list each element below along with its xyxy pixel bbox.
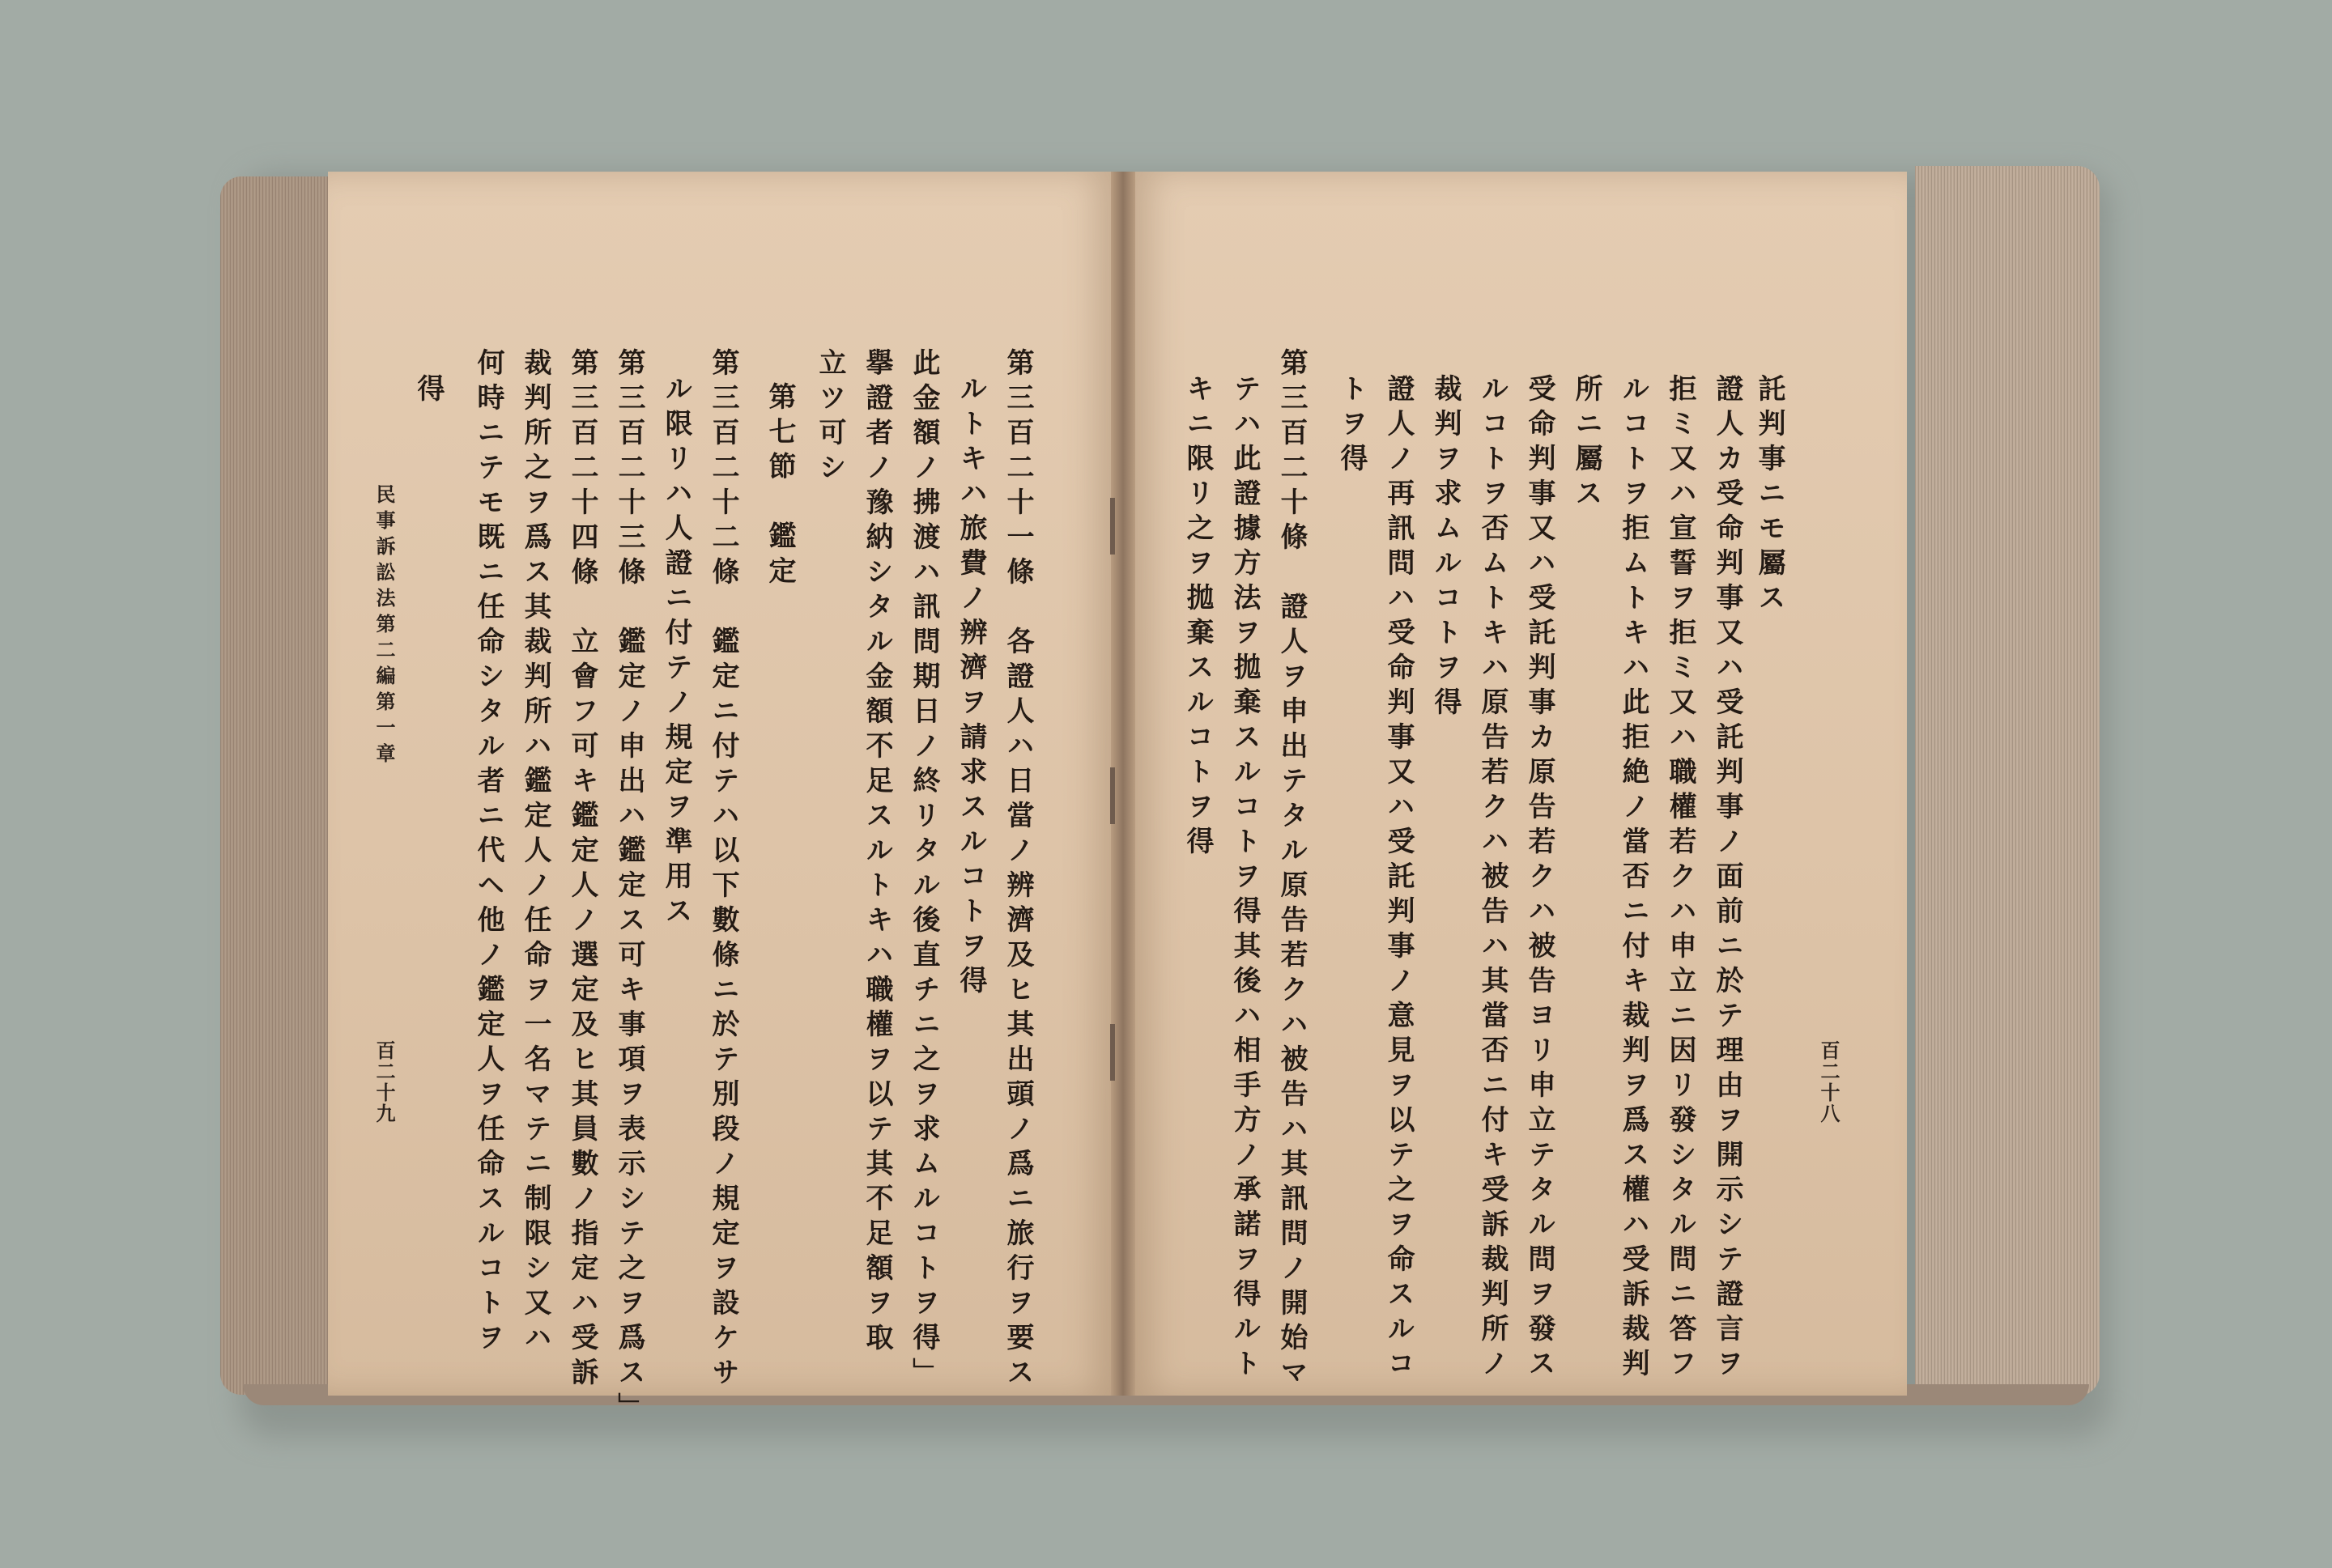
text-line: 何時ニテモ既ニ任命シタル者ニ代ヘ他ノ鑑定人ヲ任命スルコトヲ xyxy=(472,348,504,1358)
article-heading: 第三百二十一條 各證人ハ日當ノ辨濟及ヒ其出頭ノ爲ニ旅行ヲ要ス xyxy=(1002,348,1034,1392)
text-line: ルコトヲ拒ムトキハ此拒絶ノ當否ニ付キ裁判ヲ爲ス權ハ受訴裁判 xyxy=(1617,374,1649,1383)
text-line: 擧證者ノ豫納シタル金額不足スルトキハ職權ヲ以テ其不足額ヲ取 xyxy=(861,348,893,1358)
page-number-right: 百二十八 xyxy=(1817,1040,1840,1124)
text-line: 受命判事又ハ受託判事カ原告若クハ被告ヨリ申立テタル問ヲ發ス xyxy=(1523,374,1555,1383)
article-heading: 第三百二十三條 鑑定ノ申出ハ鑑定ス可キ事項ヲ表示シテ之ヲ爲ス」 xyxy=(613,348,645,1427)
text-line: ルトキハ旅費ノ辨濟ヲ請求スルコトヲ得 xyxy=(955,374,987,1001)
text-line: 立ツ可シ xyxy=(814,348,846,487)
text-line: 得 xyxy=(412,374,445,409)
article-heading: 第三百二十二條 鑑定ニ付テハ以下數條ニ於テ別段ノ規定ヲ設ケサ xyxy=(707,348,739,1392)
text-line: 證人カ受命判事又ハ受託判事ノ面前ニ於テ理由ヲ開示シテ證言ヲ xyxy=(1711,374,1743,1383)
running-head: 民事訴訟法第二編第一章 xyxy=(372,484,396,769)
text-line: キニ限リ之ヲ拋棄スルコトヲ得 xyxy=(1181,374,1214,861)
binding-thread xyxy=(1110,498,1115,555)
text-line: トヲ得 xyxy=(1335,374,1368,478)
article-heading: 第三百二十條 證人ヲ申出テタル原告若クハ被告ハ其訊問ノ開始マ xyxy=(1275,348,1308,1392)
text-line: 證人ノ再訊問ハ受命判事又ハ受託判事ノ意見ヲ以テ之ヲ命スルコ xyxy=(1382,374,1415,1383)
text-line: 所ニ屬ス xyxy=(1570,374,1602,513)
article-heading: 第三百二十四條 立會フ可キ鑑定人ノ選定及ヒ其員數ノ指定ハ受訴 xyxy=(566,348,598,1392)
text-line: ルコトヲ否ムトキハ原告若クハ被告ハ其當否ニ付キ受訴裁判所ノ xyxy=(1476,374,1509,1383)
text-line: 裁判所之ヲ爲ス其裁判所ハ鑑定人ノ任命ヲ一名マテニ制限シ又ハ xyxy=(519,348,551,1358)
text-line: テハ此證據方法ヲ拋棄スルコトヲ得其後ハ相手方ノ承諾ヲ得ルト xyxy=(1228,374,1261,1383)
page-edges-right xyxy=(1915,166,2100,1396)
page-number-left: 百二十九 xyxy=(372,1040,396,1124)
text-line: 裁判ヲ求ムルコトヲ得 xyxy=(1429,374,1462,722)
text-line: ル限リハ人證ニ付テノ規定ヲ準用ス xyxy=(660,374,692,931)
text-line: 拒ミ又ハ宣誓ヲ拒ミ又ハ職權若クハ申立ニ因リ發シタル問ニ答フ xyxy=(1664,374,1696,1383)
binding-thread xyxy=(1110,1024,1115,1081)
text-line: 託判事ニモ屬ス xyxy=(1753,374,1785,618)
section-heading: 第七節 鑑定 xyxy=(764,382,796,591)
binding-thread xyxy=(1110,767,1115,824)
text-line: 此金額ノ拂渡ハ訊問期日ノ終リタル後直チニ之ヲ求ムルコトヲ得」 xyxy=(908,348,940,1392)
page-edges-left xyxy=(220,176,332,1395)
